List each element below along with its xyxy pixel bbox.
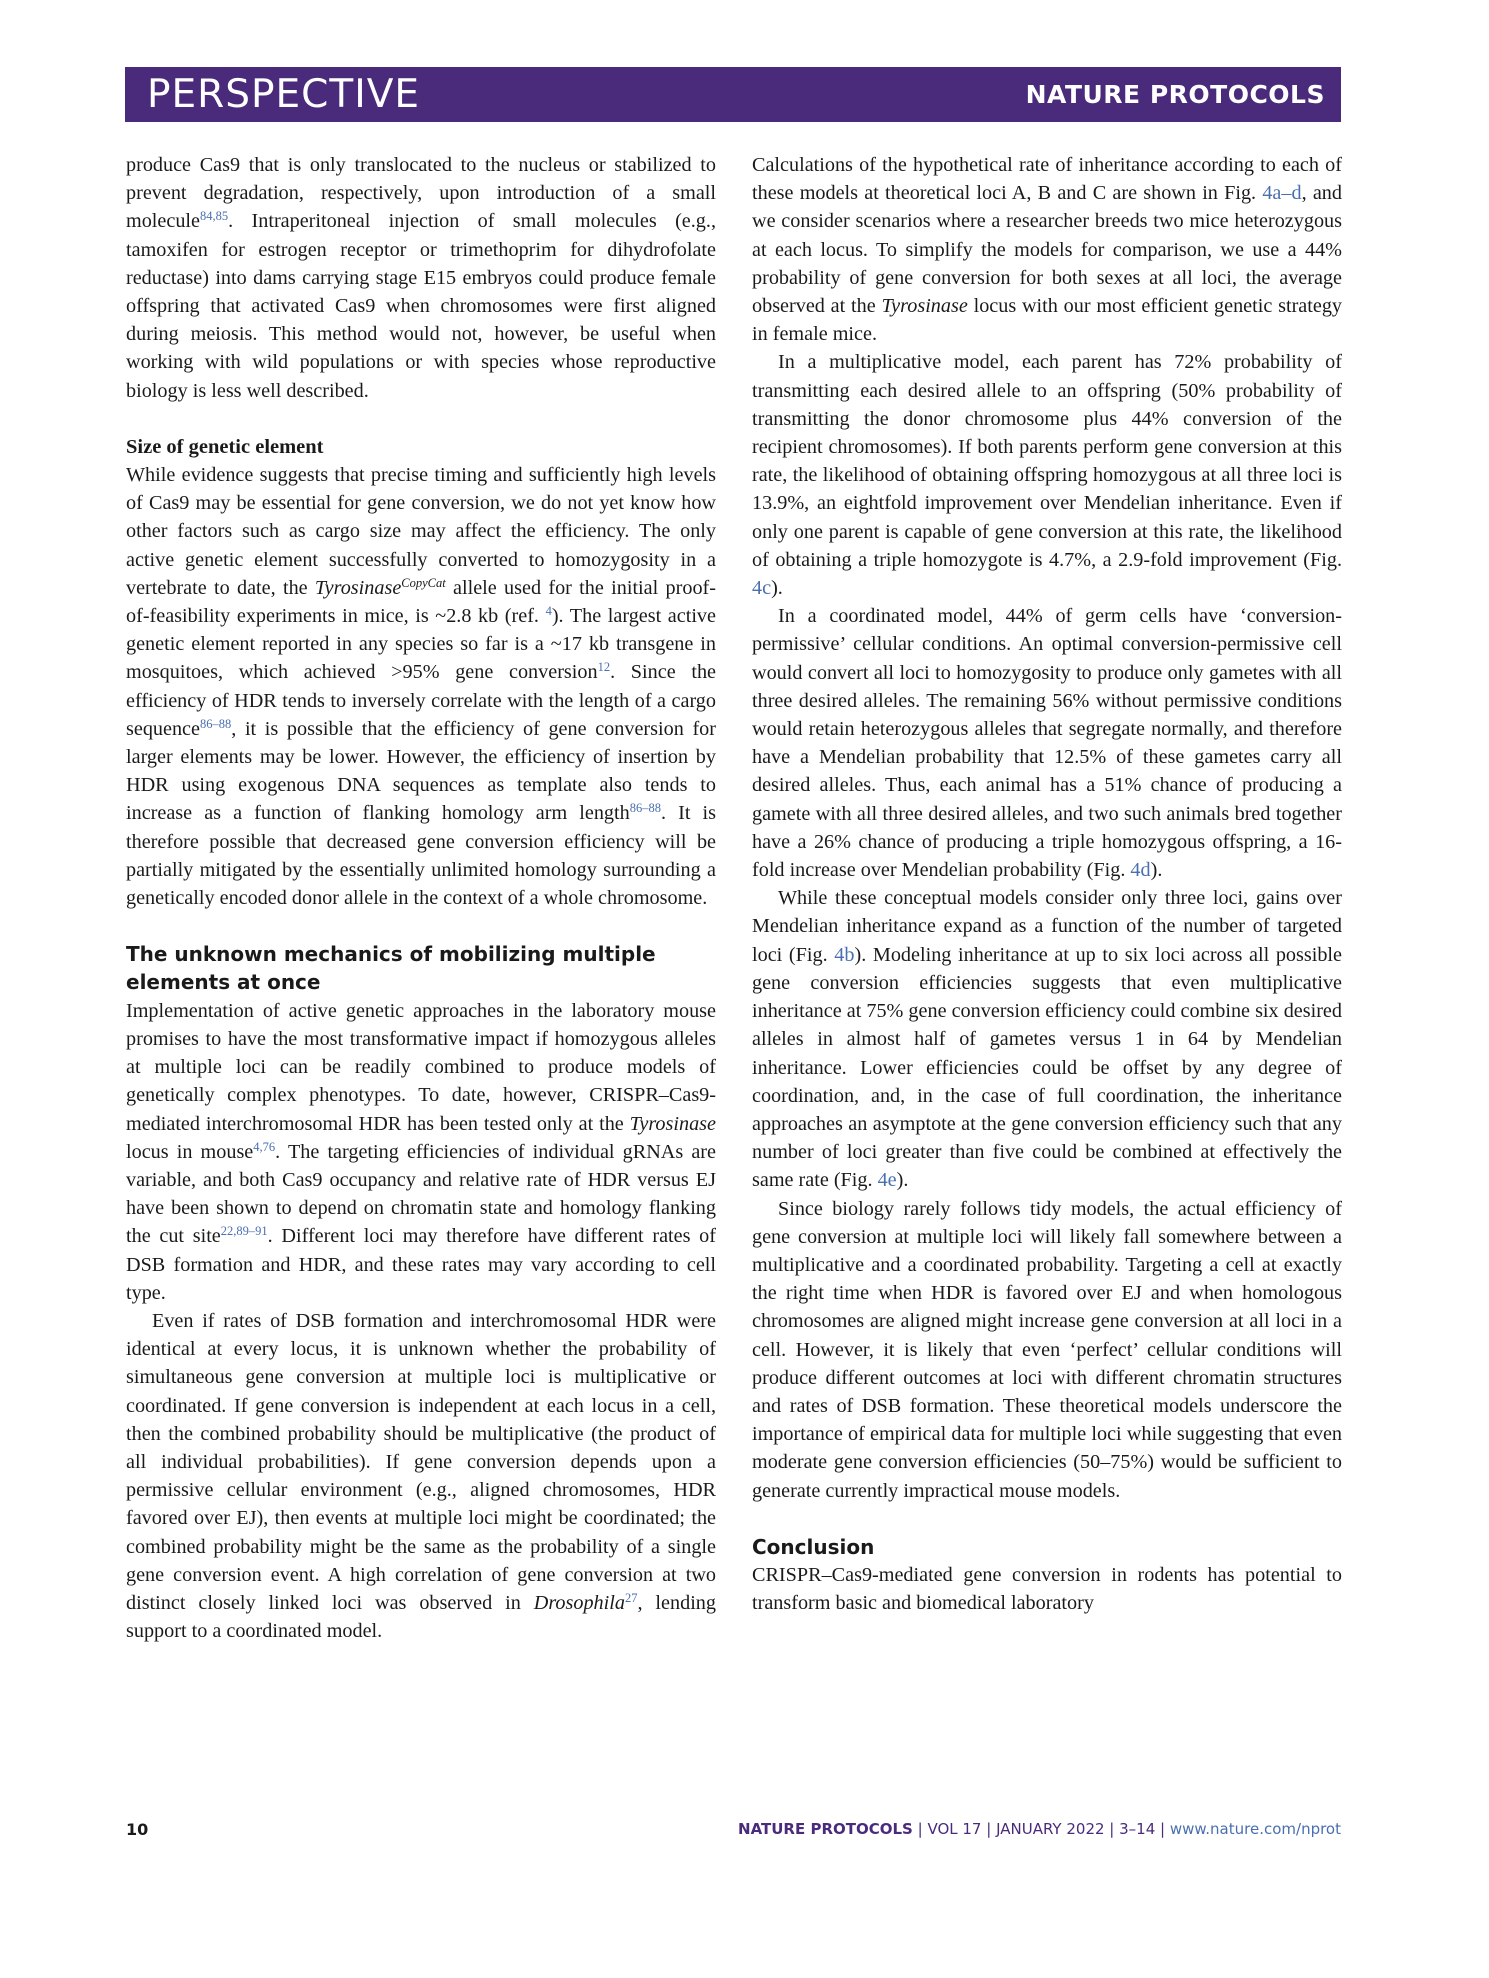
footer-pages: 3–14 <box>1119 1820 1156 1838</box>
citation-link[interactable]: 27 <box>624 1590 638 1605</box>
citation-link[interactable]: 12 <box>597 660 611 675</box>
paragraph: In a coordinated model, 44% of germ cells have ‘conversion-permissive’ cellular conditions. An optimal conversion-permissive cell would convert all loci to homozygosity to produce only gametes with all three desired alleles. The remaining 56% without permissive conditions would retain heterozygous alleles that segregate normally, and therefore have a Mendelian probability that 12.5% of these gametes carry all desired alleles. Thus, each animal has a 51% chance of producing a gamete with all three desired alleles, and two such animals bred together have a 26% chance of producing a triple homozygous offspring, a 16-fold increase over Mendelian probability (Fig. 4d). <box>752 605 1342 882</box>
journal-name: NATURE PROTOCOLS <box>1025 80 1325 109</box>
citation-link[interactable]: 4 <box>545 604 552 619</box>
paragraph: In a multiplicative model, each parent has 72% probability of transmitting each desired allele to an offspring (50% probability of transmitting the donor chromosome plus 44% conversion of the recipient chromosomes). If both parents perform gene conversion at this rate, the likelihood of obtaining offspring homozygous at all three loci is 13.9%, an eightfold improvement over Mendelian inheritance. Even if only one parent is capable of gene conversion at this rate, the likelihood of obtaining a triple homozygote is 4.7%, a 2.9-fold improvement (Fig. 4c). <box>752 351 1342 600</box>
section-heading: Conclusion <box>752 1534 875 1559</box>
section-label: PERSPECTIVE <box>147 72 421 117</box>
section-banner <box>125 67 1341 122</box>
citation-link[interactable]: 86–88 <box>629 801 661 816</box>
footer-volume: VOL 17 <box>927 1820 982 1838</box>
paragraph: Implementation of active genetic approaches in the laboratory mouse promises to have the most transformative impact if homozygous alleles at multiple loci can be readily combined to produce models of genetically complex phenotypes. To date, however, CRISPR–Cas9-mediated interchromosomal HDR has been tested only at the Tyrosinase locus in mouse$^{4,76}$. The targeting efficiencies of individual gRNAs are variable, and both Cas9 occupancy and relative rate of HDR versus EJ have been shown to depend on chromatin state and homology flanking the cut site$^{22,89-91}$. Different loci may therefore have different rates of DSB formation and HDR, and these rates may vary according to cell type. <box>126 999 716 1304</box>
paragraph: While these conceptual models consider only three loci, gains over Mendelian inheritance expand as a function of the number of targeted loci (Fig. 4b). Modeling inheritance at up to six loci across all possible gene conversion efficiencies suggests that even multiplicative inheritance at 75% gene conversion efficiency could combine six desired alleles in almost half of gametes versus 1 in 64 by Mendelian inheritance. Lower efficiencies could be offset by any degree of coordination, and, in the case of full coordination, the inheritance approaches an asymptote at the gene conversion efficiency such that any number of loci greater than five could be combined at effectively the same rate (Fig. 4e). <box>752 887 1342 1192</box>
paragraph: Since biology rarely follows tidy models, the actual efficiency of gene conversion at multiple loci will likely fall somewhere between a multiplicative and a coordinated probability. Targeting a cell at exactly the right time when HDR is favored over EJ and when homologous chromosomes are aligned might increase gene conversion at all loci in a cell. However, it is likely that even ‘perfect’ cellular conditions will produce different outcomes at loci with different chromatin structures and rates of DSB formation. These theoretical models underscore the importance of empirical data for multiple loci while suggesting that even moderate gene conversion efficiencies (50–75%) would be sufficient to generate currently impractical mouse models. <box>752 1197 1342 1502</box>
paragraph: Even if rates of DSB formation and interchromosomal HDR were identical at every locus, it is unknown whether the probability of simultaneous gene conversion at multiple loci is multiplicative or coordinated. If gene conversion is independent at each locus in a cell, then the combined probability should be multiplicative (the product of all individual probabilities). If gene conversion depends upon a permissive cellular environment (e.g., aligned chromosomes, HDR favored over EJ), then events at multiple loci might be coordinated; the combined probability might be the same as the probability of a single gene conversion event. A high correlation of gene conversion at two distinct closely linked loci was observed in Drosophila$^{27}$, lending support to a coordinated model. <box>126 1309 716 1643</box>
figure-link[interactable]: 4e <box>877 1169 897 1192</box>
footer-citation: NATURE PROTOCOLS | VOL 17 | JANUARY 2022 | 3–14 | www.nature.com/nprot <box>738 1820 1341 1838</box>
citation-link[interactable]: 86–88 <box>199 716 232 731</box>
paragraph: produce Cas9 that is only translocated to the nucleus or stabilized to prevent degradation, respectively, upon introduction of a small molecule$^{84,85}$. Intraperitoneal injection of small molecules (e.g., tamoxifen for estrogen receptor or trimethoprim for dihydrofolate reductase) into dams carrying stage E15 embryos could produce female offspring that activated Cas9 when chromosomes were first aligned during meiosis. This method would not, however, be useful when working with wild populations or with species whose reproductive biology is less well described. <box>126 154 716 402</box>
figure-link[interactable]: 4c <box>752 577 772 600</box>
figure-link[interactable]: 4b <box>834 943 855 966</box>
footer-journal: NATURE PROTOCOLS <box>738 1820 913 1838</box>
figure-link[interactable]: 4a–d <box>1262 182 1302 205</box>
figure-link[interactable]: 4d <box>1130 859 1151 882</box>
subsection-heading: Size of genetic element <box>126 435 324 458</box>
left-column <box>126 151 716 1645</box>
paragraph: Calculations of the hypothetical rate of inheritance according to each of these models at theoretical loci A, B and C are shown in Fig. 4a–d, and we consider scenarios where a researcher breeds two mice heterozygous at each locus. To simplify the models for comparison, we use a 44% probability of gene conversion for both sexes at all loci, the average observed at the Tyrosinase locus with our most efficient genetic strategy in female mice. <box>752 154 1343 346</box>
footer-date: JANUARY 2022 <box>996 1820 1105 1838</box>
section-heading: The unknown mechanics of mobilizing multiple elements at once <box>126 942 656 995</box>
page-number: 10 <box>126 1820 149 1839</box>
right-column <box>752 151 1342 1617</box>
paragraph: CRISPR–Cas9-mediated gene conversion in rodents has potential to transform basic and biomedical laboratory <box>752 1563 1342 1615</box>
journal-url-link[interactable]: www.nature.com/nprot <box>1169 1820 1341 1838</box>
citation-link[interactable]: 22,89–91 <box>220 1224 268 1239</box>
citation-link[interactable]: 4,76 <box>253 1139 276 1154</box>
paragraph: While evidence suggests that precise timing and sufficiently high levels of Cas9 may be essential for gene conversion, we do not yet know how other factors such as cargo size may affect the efficiency. The only active genetic element successfully converted to homozygosity in a vertebrate to date, the Tyrosinase$^{CopyCat}$ allele used for the initial proof-of-feasibility experiments in mice, is ~2.8 kb (ref. $^4$). The largest active genetic element reported in any species so far is a ~17 kb transgene in mosquitoes, which achieved >95% gene conversion$^{12}$. Since the efficiency of HDR tends to inversely correlate with the length of a cargo sequence$^{86-88}$, it is possible that the efficiency of gene conversion for larger elements may be lower. However, the efficiency of insertion by HDR using exogenous DNA sequences as template also tends to increase as a function of flanking homology arm length$^{86-88}$. It is therefore possible that decreased gene conversion efficiency will be partially mitigated by the essentially unlimited homology surrounding a genetically encoded donor allele in the context of a whole chromosome. <box>126 464 717 910</box>
citation-link[interactable]: 84,85 <box>200 209 229 224</box>
